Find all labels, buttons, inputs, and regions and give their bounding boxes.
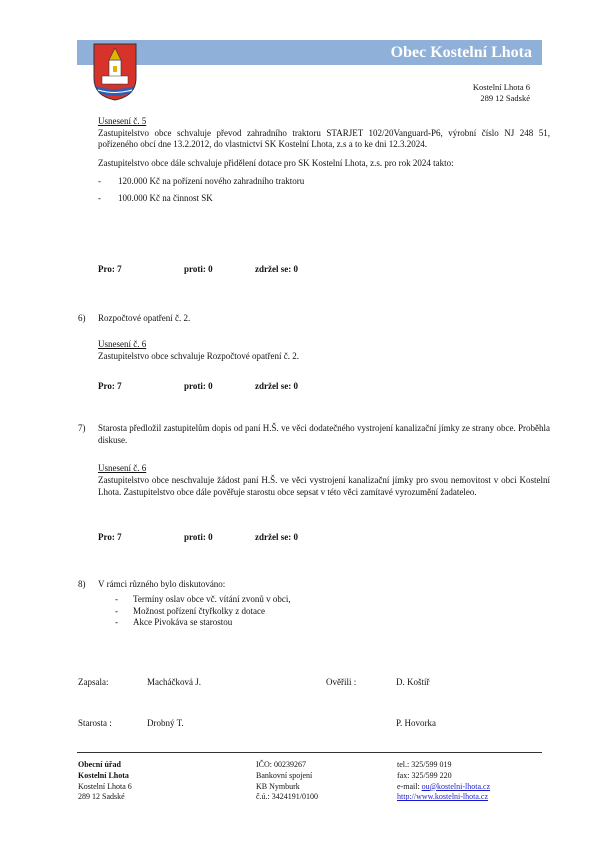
footer-address: Kostelní Lhota 6 <box>78 781 132 791</box>
vote-abstain: zdržel se: 0 <box>255 264 298 274</box>
list-item: - 120.000 Kč na pořízení nového zahradního traktoru <box>98 175 305 186</box>
vote-result <box>98 264 398 276</box>
recorder-name: Macháčková J. <box>147 677 201 687</box>
footer-ico: IČO: 00239267 <box>256 760 306 769</box>
item-text: V rámci různého bylo diskutováno: <box>98 579 226 589</box>
item-number: 8) <box>78 579 86 589</box>
resolution-heading: Usnesení č. 6 <box>98 339 147 349</box>
resolution-text: Zastupitelstvo obce schvaluje převod zahradního traktoru STARJET 102/20Vanguard-P6, výrobní číslo NJ 248 51, pořízeného obcí dne 13.2.2012, do vlastnictví SK Kostelní Lhota, z.s a to ke dni 12.3.2024. <box>98 127 550 150</box>
footer-account: č.ú.: 3424191/0100 <box>256 792 318 802</box>
item-number: 7) <box>78 423 86 433</box>
vote-for: Pro: 7 <box>98 381 122 391</box>
municipality-title: Obec Kostelní Lhota <box>390 44 532 61</box>
address-line: Kostelní Lhota 6 <box>472 82 530 92</box>
vote-against: proti: 0 <box>184 264 213 274</box>
verifier-name: P. Hovorka <box>396 718 436 728</box>
vote-for: Pro: 7 <box>98 532 122 542</box>
resolution-heading: Usnesení č. 5 <box>98 116 147 126</box>
resolution-text: Zastupitelstvo obce dále schvaluje přidělení dotace pro SK Kostelní Lhota, z.s. pro rok 2024 takto: <box>98 158 454 169</box>
discussion-list <box>98 594 398 629</box>
vote-abstain: zdržel se: 0 <box>255 532 298 542</box>
item-text: Rozpočtové opatření č. 2. <box>98 313 191 323</box>
recorder-label: Zapsala: <box>78 677 109 687</box>
item-text: Starosta předložil zastupitelům dopis od paní H.Š. ve věci dodatečného vystrojení kanalizační jímky ze strany obce. Proběhla diskuse. <box>98 423 550 445</box>
list-item: - 100.000 Kč na činnost SK <box>98 193 213 204</box>
resolution-5 <box>98 116 550 205</box>
resolution-text: Zastupitelstvo obce schvaluje Rozpočtové opatření č. 2. <box>98 351 299 361</box>
footer-fax: fax: 325/599 220 <box>397 770 452 780</box>
footer-bank-label: Bankovní spojení <box>256 770 313 780</box>
vote-result <box>98 381 398 393</box>
email-link[interactable]: ou@kostelni-lhota.cz <box>421 781 491 791</box>
vote-result <box>98 532 398 544</box>
address-line: 289 12 Sadské <box>480 93 530 104</box>
footer-office-name: Obecní úřad <box>78 760 121 769</box>
footer-contact <box>397 760 490 803</box>
verifiers-label: Ověřili : <box>326 677 357 687</box>
vote-against: proti: 0 <box>184 532 213 542</box>
website-link[interactable]: http://www.kostelni-lhota.cz <box>397 792 489 802</box>
vote-for: Pro: 7 <box>98 264 122 274</box>
vote-abstain: zdržel se: 0 <box>255 381 298 391</box>
list-item: - Akce Pivokáva se starostou <box>115 617 233 628</box>
coat-of-arms-icon <box>92 42 138 102</box>
footer-email-row: e-mail: ou@kostelni-lhota.cz <box>397 781 491 791</box>
office-address <box>430 82 530 105</box>
footer-bank-name: KB Nymburk <box>256 781 300 791</box>
verifier-name: D. Koštíř <box>396 677 430 687</box>
footer-office-name: Kostelní Lhota <box>78 770 129 780</box>
list-item: - Možnost pořízení čtyřkolky z dotace <box>115 605 265 616</box>
vote-against: proti: 0 <box>184 381 213 391</box>
list-item: - Termíny oslav obce vč. vítání zvonů v obci, <box>115 594 291 604</box>
footer-divider <box>77 752 542 753</box>
footer-bank <box>256 760 318 803</box>
mayor-label: Starosta : <box>78 718 112 728</box>
header-banner <box>77 40 542 65</box>
resolution-heading: Usnesení č. 6 <box>98 463 147 473</box>
footer-address: 289 12 Sadské <box>78 792 125 802</box>
mayor-name: Drobný T. <box>147 718 184 728</box>
resolution-text: Zastupitelstvo obce neschvaluje žádost paní H.Š. ve věci vystrojení kanalizační jímky pro svou nemovitost v obci Kostelní Lhota. Zastupitelstvo obce dále pověřuje starostu obce sepsat v této věci zamítavé vyrozumění žadateleo. <box>98 475 550 497</box>
item-number: 6) <box>78 313 86 323</box>
footer-tel: tel.: 325/599 019 <box>397 760 452 769</box>
footer-office <box>78 760 132 803</box>
